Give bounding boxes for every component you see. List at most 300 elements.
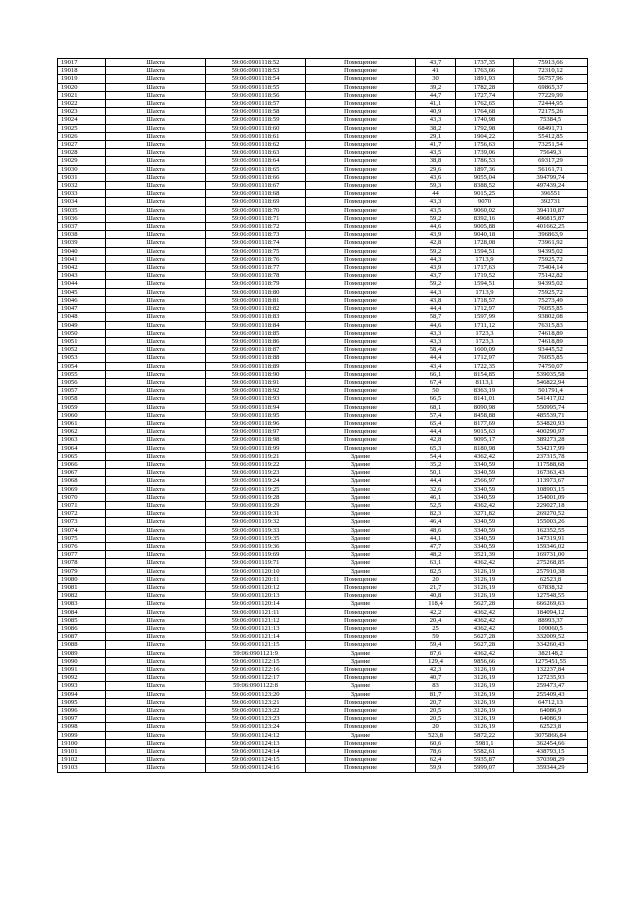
table-body: [58, 59, 588, 773]
cadastral-number-cell: 59:06:0901118:63: [206, 149, 306, 157]
location-cell: Шахта: [106, 321, 206, 329]
unit-value-cell: 9055,04: [456, 173, 514, 181]
object-type-cell: Здание: [306, 501, 416, 509]
area-cell: 41,7: [416, 141, 456, 149]
area-cell: 68,1: [416, 403, 456, 411]
row-number-cell: 19059: [58, 403, 106, 411]
area-cell: 59,3: [416, 182, 456, 190]
row-number-cell: 19058: [58, 395, 106, 403]
area-cell: 44,1: [416, 534, 456, 542]
table-row: [58, 690, 588, 698]
area-cell: 44,3: [416, 288, 456, 296]
cadastral-number-cell: 59:06:0901122:8: [206, 682, 306, 690]
row-number-cell: 19051: [58, 337, 106, 345]
location-cell: Шахта: [106, 567, 206, 575]
cadastral-number-cell: 59:06:0901118:90: [206, 370, 306, 378]
area-cell: 59,2: [416, 280, 456, 288]
object-type-cell: Помещение: [306, 91, 416, 99]
table-row: [58, 469, 588, 477]
area-cell: 20: [416, 575, 456, 583]
cadastral-number-cell: 59:06:0901118:66: [206, 173, 306, 181]
cadastral-value-cell: 74618,89: [514, 329, 588, 337]
table-row: [58, 477, 588, 485]
cadastral-number-cell: 59:06:0901124:14: [206, 748, 306, 756]
cadastral-number-cell: 59:06:0901123:23: [206, 715, 306, 723]
location-cell: Шахта: [106, 370, 206, 378]
cadastral-number-cell: 59:06:0901118:68: [206, 190, 306, 198]
row-number-cell: 19029: [58, 157, 106, 165]
cadastral-value-cell: 392731: [514, 198, 588, 206]
row-number-cell: 19052: [58, 346, 106, 354]
cadastral-value-cell: 666269,63: [514, 600, 588, 608]
cadastral-number-cell: 59:06:0901121:9: [206, 649, 306, 657]
location-cell: Шахта: [106, 501, 206, 509]
table-row: [58, 346, 588, 354]
row-number-cell: 19087: [58, 633, 106, 641]
object-type-cell: Помещение: [306, 370, 416, 378]
row-number-cell: 19047: [58, 305, 106, 313]
cadastral-value-cell: 69865,37: [514, 83, 588, 91]
object-type-cell: Здание: [306, 534, 416, 542]
cadastral-value-cell: 389273,28: [514, 436, 588, 444]
location-cell: Шахта: [106, 625, 206, 633]
location-cell: Шахта: [106, 395, 206, 403]
unit-value-cell: 8141,01: [456, 395, 514, 403]
cadastral-number-cell: 59:06:0901118:94: [206, 403, 306, 411]
area-cell: 42,2: [416, 608, 456, 616]
object-type-cell: Помещение: [306, 165, 416, 173]
location-cell: Шахта: [106, 485, 206, 493]
cadastral-value-cell: 55412,85: [514, 132, 588, 140]
cadastral-number-cell: 59:06:0901118:61: [206, 132, 306, 140]
cadastral-value-cell: 159346,02: [514, 542, 588, 550]
unit-value-cell: 5935,87: [456, 756, 514, 764]
location-cell: Шахта: [106, 124, 206, 132]
location-cell: Шахта: [106, 239, 206, 247]
object-type-cell: Помещение: [306, 739, 416, 747]
unit-value-cell: 3126,19: [456, 690, 514, 698]
cadastral-value-cell: 56161,71: [514, 165, 588, 173]
location-cell: Шахта: [106, 387, 206, 395]
table-row: [58, 67, 588, 75]
table-row: [58, 592, 588, 600]
area-cell: 65,3: [416, 444, 456, 452]
table-row: [58, 280, 588, 288]
row-number-cell: 19031: [58, 173, 106, 181]
unit-value-cell: 9015,63: [456, 428, 514, 436]
cadastral-number-cell: 59:06:0901118:75: [206, 247, 306, 255]
row-number-cell: 19102: [58, 756, 106, 764]
area-cell: 35,2: [416, 460, 456, 468]
cadastral-number-cell: 59:06:0901119:31: [206, 510, 306, 518]
area-cell: 44,4: [416, 477, 456, 485]
unit-value-cell: 1723,3: [456, 329, 514, 337]
table-row: [58, 231, 588, 239]
row-number-cell: 19099: [58, 731, 106, 739]
area-cell: 59: [416, 633, 456, 641]
table-row: [58, 198, 588, 206]
unit-value-cell: 3340,59: [456, 526, 514, 534]
location-cell: Шахта: [106, 305, 206, 313]
cadastral-value-cell: 362454,66: [514, 739, 588, 747]
area-cell: 83: [416, 682, 456, 690]
cadastral-number-cell: 59:06:0901118:69: [206, 198, 306, 206]
cadastral-number-cell: 59:06:0901118:93: [206, 395, 306, 403]
row-number-cell: 19032: [58, 182, 106, 190]
table-row: [58, 313, 588, 321]
cadastral-value-cell: 76315,83: [514, 321, 588, 329]
row-number-cell: 19040: [58, 247, 106, 255]
unit-value-cell: 2566,97: [456, 477, 514, 485]
cadastral-number-cell: 59:06:0901119:25: [206, 485, 306, 493]
area-cell: 44,6: [416, 223, 456, 231]
object-type-cell: Здание: [306, 731, 416, 739]
cadastral-number-cell: 59:06:0901118:60: [206, 124, 306, 132]
location-cell: Шахта: [106, 551, 206, 559]
cadastral-number-cell: 59:06:0901118:71: [206, 214, 306, 222]
location-cell: Шахта: [106, 264, 206, 272]
location-cell: Шахта: [106, 436, 206, 444]
location-cell: Шахта: [106, 198, 206, 206]
object-type-cell: Помещение: [306, 272, 416, 280]
area-cell: 66,5: [416, 395, 456, 403]
row-number-cell: 19028: [58, 149, 106, 157]
unit-value-cell: 1594,51: [456, 247, 514, 255]
row-number-cell: 19071: [58, 501, 106, 509]
unit-value-cell: 9070: [456, 198, 514, 206]
location-cell: Шахта: [106, 190, 206, 198]
cadastral-value-cell: 75273,49: [514, 296, 588, 304]
area-cell: 523,8: [416, 731, 456, 739]
cadastral-number-cell: 59:06:0901118:91: [206, 378, 306, 386]
area-cell: 87,6: [416, 649, 456, 657]
row-number-cell: 19095: [58, 698, 106, 706]
cadastral-value-cell: 62523,8: [514, 723, 588, 731]
row-number-cell: 19078: [58, 559, 106, 567]
cadastral-number-cell: 59:06:0901124:12: [206, 731, 306, 739]
area-cell: 46,4: [416, 518, 456, 526]
row-number-cell: 19043: [58, 272, 106, 280]
cadastral-value-cell: 73251,54: [514, 141, 588, 149]
location-cell: Шахта: [106, 674, 206, 682]
unit-value-cell: 5999,07: [456, 764, 514, 772]
object-type-cell: Здание: [306, 567, 416, 575]
object-type-cell: Помещение: [306, 608, 416, 616]
cadastral-value-cell: 67838,32: [514, 584, 588, 592]
object-type-cell: Помещение: [306, 337, 416, 345]
cadastral-number-cell: 59:06:0901120:14: [206, 600, 306, 608]
area-cell: 42,8: [416, 239, 456, 247]
table-row: [58, 526, 588, 534]
cadastral-number-cell: 59:06:0901118:97: [206, 428, 306, 436]
table-row: [58, 608, 588, 616]
cadastral-number-cell: 59:06:0901118:58: [206, 108, 306, 116]
table-row: [58, 337, 588, 345]
cadastral-number-cell: 59:06:0901123:22: [206, 707, 306, 715]
location-cell: Шахта: [106, 575, 206, 583]
row-number-cell: 19062: [58, 428, 106, 436]
table-row: [58, 666, 588, 674]
cadastral-number-cell: 59:06:0901118:83: [206, 313, 306, 321]
area-cell: 43,9: [416, 231, 456, 239]
location-cell: Шахта: [106, 313, 206, 321]
row-number-cell: 19019: [58, 75, 106, 83]
cadastral-number-cell: 59:06:0901121:13: [206, 625, 306, 633]
row-number-cell: 19060: [58, 411, 106, 419]
object-type-cell: Помещение: [306, 149, 416, 157]
unit-value-cell: 1713,9: [456, 288, 514, 296]
location-cell: Шахта: [106, 272, 206, 280]
table-row: [58, 190, 588, 198]
cadastral-number-cell: 59:06:0901119:22: [206, 460, 306, 468]
table-row: [58, 157, 588, 165]
cadastral-value-cell: 229027,18: [514, 501, 588, 509]
cadastral-value-cell: 155003,26: [514, 518, 588, 526]
cadastral-number-cell: 59:06:0901118:84: [206, 321, 306, 329]
object-type-cell: Здание: [306, 510, 416, 518]
area-cell: 20,5: [416, 715, 456, 723]
unit-value-cell: 1786,53: [456, 157, 514, 165]
row-number-cell: 19018: [58, 67, 106, 75]
unit-value-cell: 5872,22: [456, 731, 514, 739]
object-type-cell: Здание: [306, 657, 416, 665]
cadastral-number-cell: 59:06:0901118:98: [206, 436, 306, 444]
unit-value-cell: 3340,59: [456, 485, 514, 493]
area-cell: 42,8: [416, 436, 456, 444]
area-cell: 59,2: [416, 247, 456, 255]
row-number-cell: 19049: [58, 321, 106, 329]
cadastral-value-cell: 72175,26: [514, 108, 588, 116]
cadastral-number-cell: 59:06:0901118:79: [206, 280, 306, 288]
table-row: [58, 444, 588, 452]
cadastral-number-cell: 59:06:0901121:11: [206, 608, 306, 616]
object-type-cell: Помещение: [306, 255, 416, 263]
table-row: [58, 141, 588, 149]
cadastral-number-cell: 59:06:0901118:95: [206, 411, 306, 419]
table-row: [58, 403, 588, 411]
object-type-cell: Помещение: [306, 132, 416, 140]
cadastral-value-cell: 75384,5: [514, 116, 588, 124]
cadastral-number-cell: 59:06:0901120:10: [206, 567, 306, 575]
cadastral-number-cell: 59:06:0901119:32: [206, 518, 306, 526]
area-cell: 43,4: [416, 362, 456, 370]
row-number-cell: 19100: [58, 739, 106, 747]
row-number-cell: 19025: [58, 124, 106, 132]
cadastral-number-cell: 59:06:0901118:62: [206, 141, 306, 149]
area-cell: 29,1: [416, 132, 456, 140]
area-cell: 59,2: [416, 214, 456, 222]
object-type-cell: Помещение: [306, 666, 416, 674]
location-cell: Шахта: [106, 707, 206, 715]
area-cell: 63,1: [416, 559, 456, 567]
object-type-cell: Помещение: [306, 592, 416, 600]
row-number-cell: 19048: [58, 313, 106, 321]
area-cell: 65,4: [416, 419, 456, 427]
cadastral-number-cell: 59:06:0901119:36: [206, 542, 306, 550]
area-cell: 44,7: [416, 91, 456, 99]
row-number-cell: 19077: [58, 551, 106, 559]
row-number-cell: 19083: [58, 600, 106, 608]
cadastral-value-cell: 56757,96: [514, 75, 588, 83]
table-row: [58, 764, 588, 772]
row-number-cell: 19056: [58, 378, 106, 386]
table-row: [58, 354, 588, 362]
cadastral-number-cell: 59:06:0901118:77: [206, 264, 306, 272]
location-cell: Шахта: [106, 756, 206, 764]
object-type-cell: Помещение: [306, 616, 416, 624]
unit-value-cell: 3126,19: [456, 584, 514, 592]
cadastral-number-cell: 59:06:0901118:53: [206, 67, 306, 75]
location-cell: Шахта: [106, 682, 206, 690]
cadastral-value-cell: 496815,87: [514, 214, 588, 222]
location-cell: Шахта: [106, 649, 206, 657]
table-row: [58, 518, 588, 526]
table-row: [58, 542, 588, 550]
cadastral-value-cell: 334260,43: [514, 641, 588, 649]
object-type-cell: Помещение: [306, 575, 416, 583]
object-type-cell: Здание: [306, 477, 416, 485]
cadastral-number-cell: 59:06:0901118:88: [206, 354, 306, 362]
location-cell: Шахта: [106, 378, 206, 386]
table-row: [58, 132, 588, 140]
cadastral-value-cell: 75404,14: [514, 264, 588, 272]
object-type-cell: Помещение: [306, 206, 416, 214]
area-cell: 78,6: [416, 748, 456, 756]
unit-value-cell: 3126,19: [456, 567, 514, 575]
area-cell: 43,9: [416, 264, 456, 272]
object-type-cell: Здание: [306, 542, 416, 550]
unit-value-cell: 4362,42: [456, 452, 514, 460]
location-cell: Шахта: [106, 444, 206, 452]
area-cell: 43,6: [416, 173, 456, 181]
table-row: [58, 255, 588, 263]
table-row: [58, 329, 588, 337]
cadastral-number-cell: 59:06:0901119:33: [206, 526, 306, 534]
location-cell: Шахта: [106, 641, 206, 649]
row-number-cell: 19041: [58, 255, 106, 263]
cadastral-value-cell: 541417,02: [514, 395, 588, 403]
row-number-cell: 19037: [58, 223, 106, 231]
object-type-cell: Помещение: [306, 247, 416, 255]
unit-value-cell: 5582,61: [456, 748, 514, 756]
table-row: [58, 362, 588, 370]
location-cell: Шахта: [106, 518, 206, 526]
cadastral-value-cell: 394799,74: [514, 173, 588, 181]
location-cell: Шахта: [106, 559, 206, 567]
unit-value-cell: 8177,69: [456, 419, 514, 427]
unit-value-cell: 1764,68: [456, 108, 514, 116]
area-cell: 82,3: [416, 510, 456, 518]
table-row: [58, 75, 588, 83]
table-row: [58, 649, 588, 657]
table-row: [58, 567, 588, 575]
location-cell: Шахта: [106, 91, 206, 99]
location-cell: Шахта: [106, 748, 206, 756]
cadastral-value-cell: 332009,52: [514, 633, 588, 641]
object-type-cell: Здание: [306, 485, 416, 493]
area-cell: 44,4: [416, 428, 456, 436]
cadastral-value-cell: 117588,68: [514, 460, 588, 468]
unit-value-cell: 3340,59: [456, 534, 514, 542]
cadastral-value-cell: 546822,94: [514, 378, 588, 386]
cadastral-value-cell: 167363,43: [514, 469, 588, 477]
row-number-cell: 19023: [58, 108, 106, 116]
object-type-cell: Помещение: [306, 239, 416, 247]
unit-value-cell: 3126,19: [456, 666, 514, 674]
table-row: [58, 223, 588, 231]
cadastral-number-cell: 59:06:0901118:65: [206, 165, 306, 173]
unit-value-cell: 9015,25: [456, 190, 514, 198]
cadastral-value-cell: 76055,85: [514, 305, 588, 313]
cadastral-value-cell: 485539,71: [514, 411, 588, 419]
row-number-cell: 19069: [58, 485, 106, 493]
cadastral-value-cell: 75925,72: [514, 255, 588, 263]
unit-value-cell: 1762,65: [456, 100, 514, 108]
object-type-cell: Здание: [306, 460, 416, 468]
cadastral-number-cell: 59:06:0901118:85: [206, 329, 306, 337]
location-cell: Шахта: [106, 329, 206, 337]
cadastral-number-cell: 59:06:0901118:80: [206, 288, 306, 296]
row-number-cell: 19094: [58, 690, 106, 698]
area-cell: 44: [416, 190, 456, 198]
cadastral-value-cell: 127548,55: [514, 592, 588, 600]
area-cell: 38,8: [416, 157, 456, 165]
area-cell: 44,3: [416, 255, 456, 263]
row-number-cell: 19050: [58, 329, 106, 337]
area-cell: 43,7: [416, 59, 456, 67]
table-row: [58, 247, 588, 255]
cadastral-value-cell: 154001,09: [514, 493, 588, 501]
unit-value-cell: 1756,63: [456, 141, 514, 149]
unit-value-cell: 4362,42: [456, 559, 514, 567]
object-type-cell: Здание: [306, 690, 416, 698]
area-cell: 50,1: [416, 469, 456, 477]
cadastral-value-cell: 75913,66: [514, 59, 588, 67]
cadastral-number-cell: 59:06:0901121:14: [206, 633, 306, 641]
cadastral-value-cell: 74750,07: [514, 362, 588, 370]
row-number-cell: 19091: [58, 666, 106, 674]
object-type-cell: Помещение: [306, 723, 416, 731]
row-number-cell: 19068: [58, 477, 106, 485]
cadastral-number-cell: 59:06:0901122:17: [206, 674, 306, 682]
location-cell: Шахта: [106, 206, 206, 214]
table-row: [58, 674, 588, 682]
location-cell: Шахта: [106, 419, 206, 427]
table-row: [58, 641, 588, 649]
row-number-cell: 19024: [58, 116, 106, 124]
object-type-cell: Здание: [306, 649, 416, 657]
unit-value-cell: 1723,3: [456, 337, 514, 345]
cadastral-value-cell: 74618,89: [514, 337, 588, 345]
object-type-cell: Помещение: [306, 108, 416, 116]
cadastral-value-cell: 401662,25: [514, 223, 588, 231]
location-cell: Шахта: [106, 141, 206, 149]
unit-value-cell: 1722,35: [456, 362, 514, 370]
area-cell: 40,8: [416, 592, 456, 600]
cadastral-value-cell: 237315,78: [514, 452, 588, 460]
location-cell: Шахта: [106, 75, 206, 83]
location-cell: Шахта: [106, 739, 206, 747]
row-number-cell: 19070: [58, 493, 106, 501]
row-number-cell: 19072: [58, 510, 106, 518]
object-type-cell: Помещение: [306, 83, 416, 91]
object-type-cell: Помещение: [306, 173, 416, 181]
location-cell: Шахта: [106, 452, 206, 460]
location-cell: Шахта: [106, 633, 206, 641]
row-number-cell: 19075: [58, 534, 106, 542]
table-row: [58, 559, 588, 567]
unit-value-cell: 1597,99: [456, 313, 514, 321]
